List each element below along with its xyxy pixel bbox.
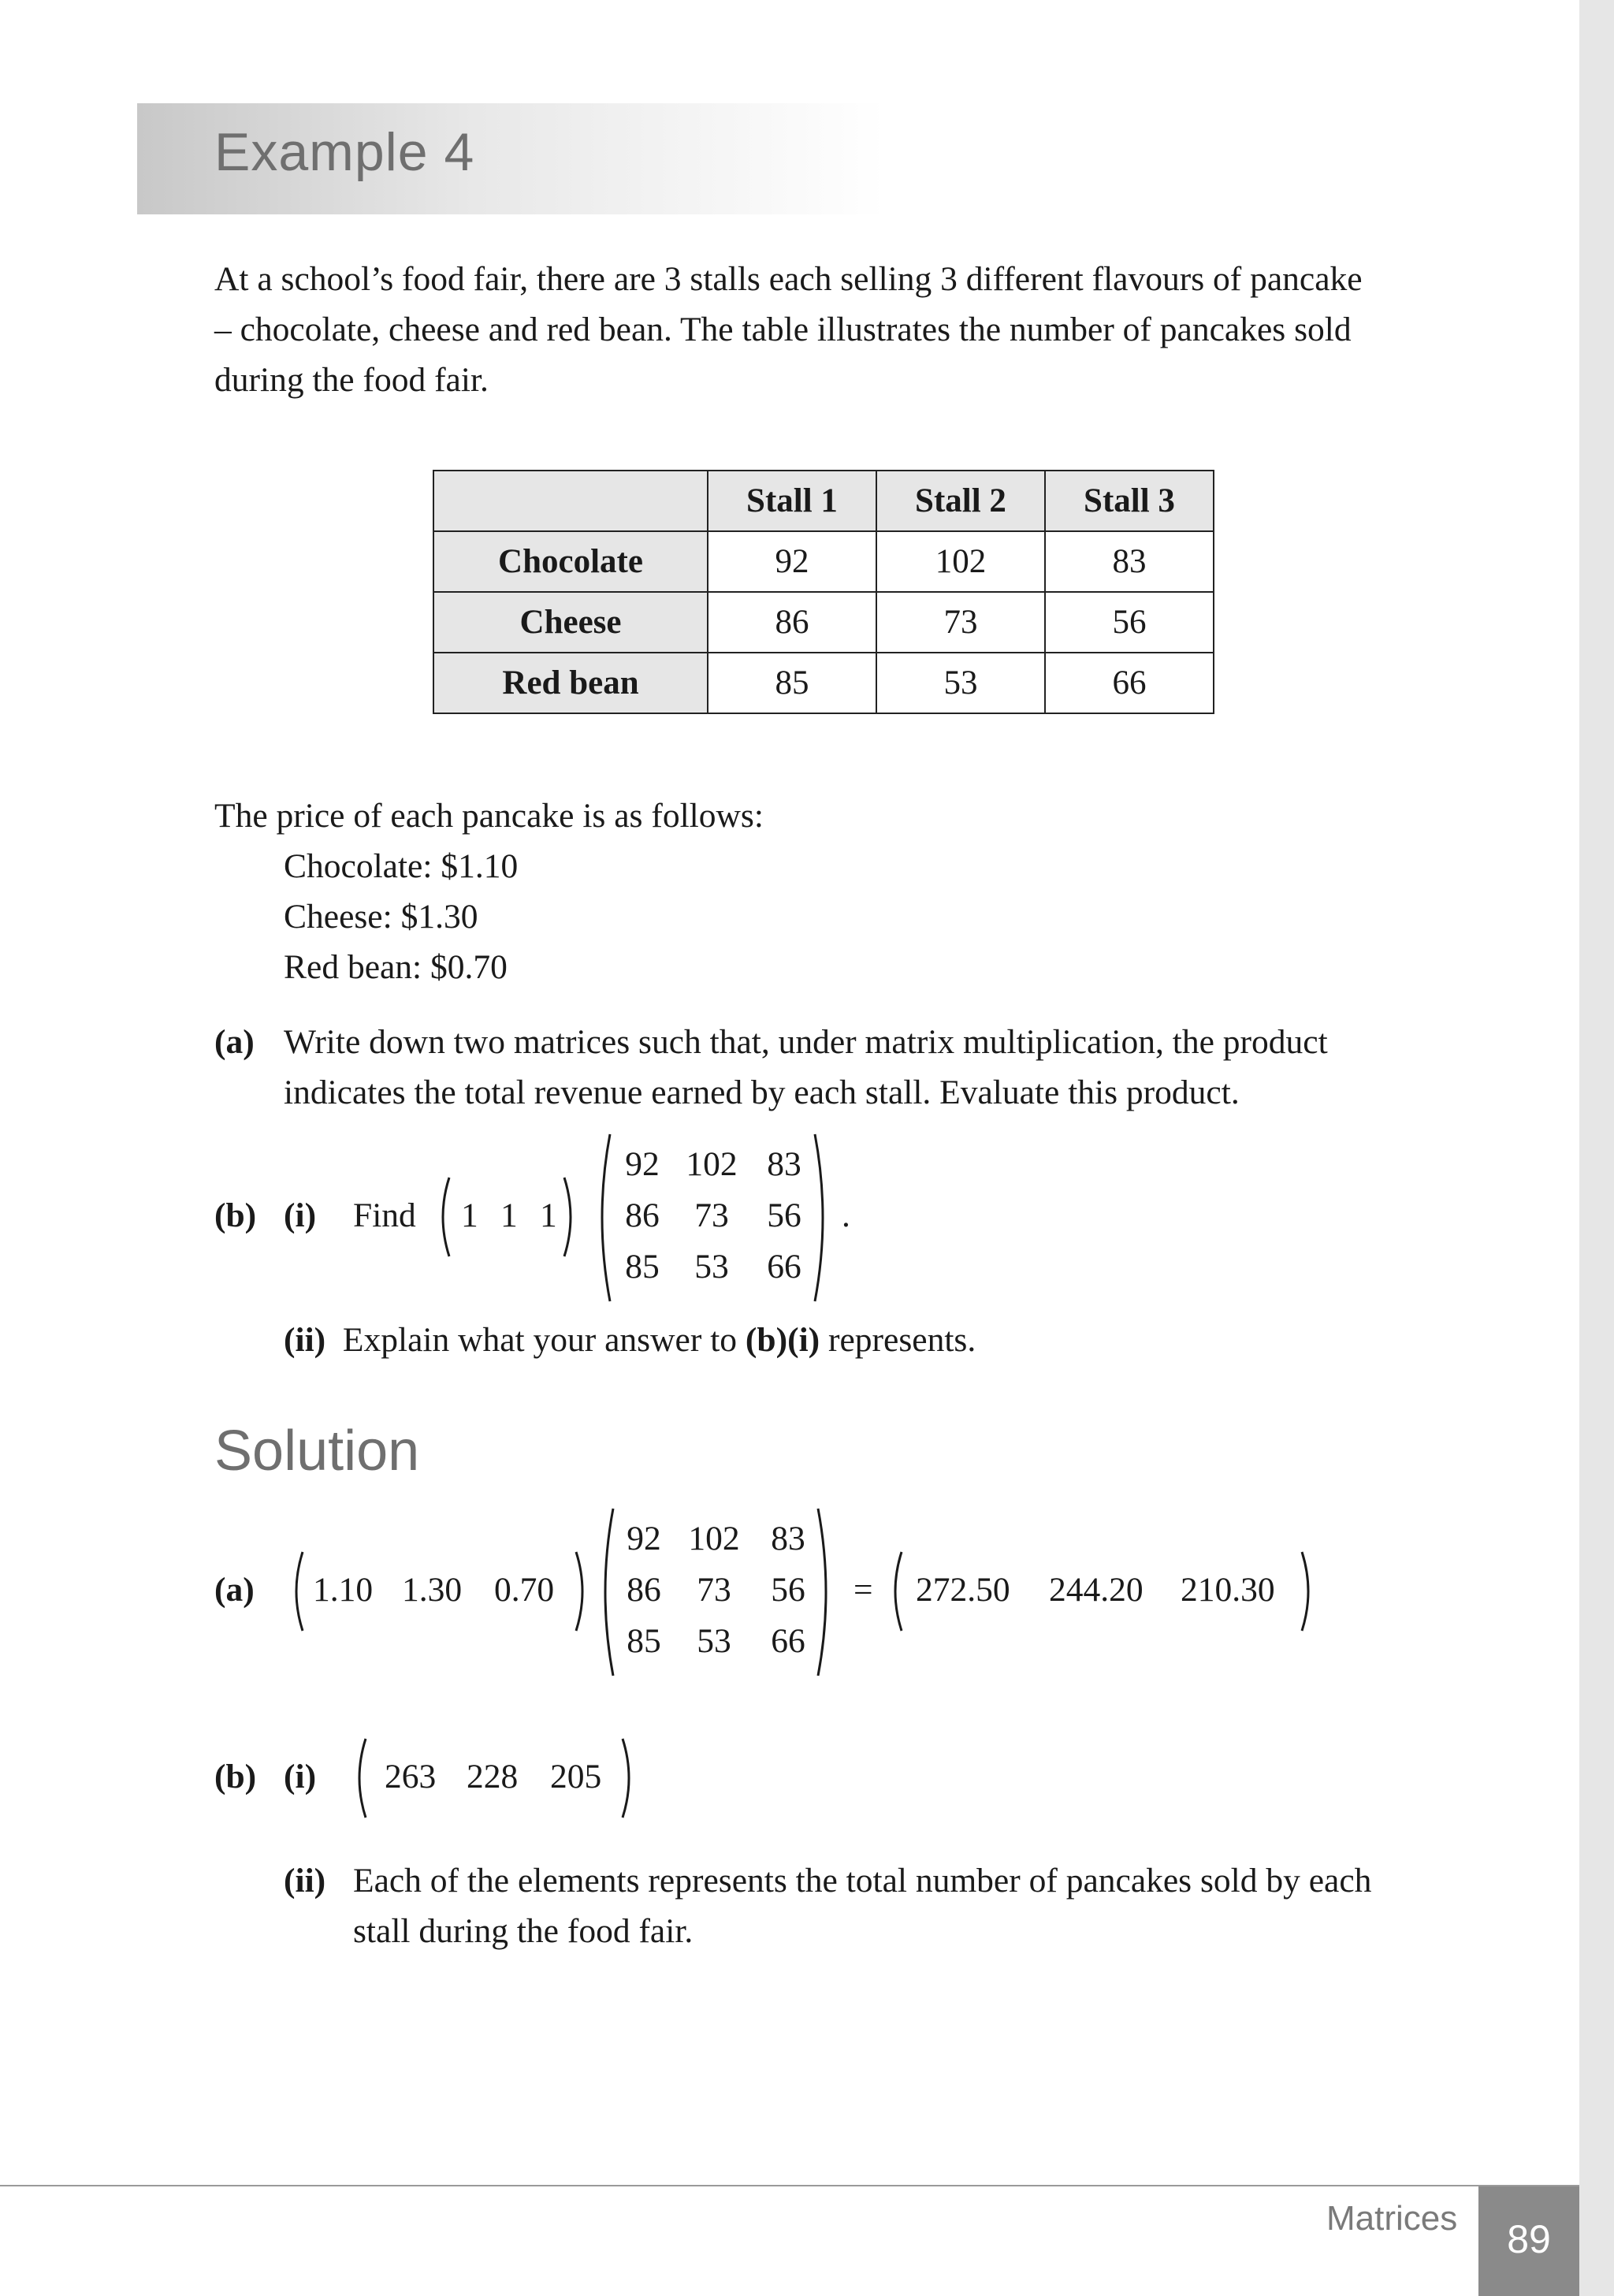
row-vector-entry: 1 xyxy=(500,1196,518,1234)
right-paren-icon xyxy=(619,1736,637,1821)
chapter-name: Matrices xyxy=(1326,2199,1458,2238)
matrix-cell: 66 xyxy=(771,1622,805,1660)
column-header: Stall 1 xyxy=(708,471,876,531)
result-entry: 263 xyxy=(385,1758,437,1795)
matrix-cell: 86 xyxy=(627,1571,661,1609)
row-header: Red bean xyxy=(433,653,708,713)
matrix-cell: 73 xyxy=(694,1196,729,1234)
column-header: Stall 3 xyxy=(1045,471,1214,531)
page-edge-strip xyxy=(1579,0,1614,2296)
matrix-cell: 66 xyxy=(767,1248,801,1286)
solution-b-label: (b) xyxy=(214,1758,257,1795)
question-b-part-i-label: (i) xyxy=(284,1196,317,1234)
table-cell: 86 xyxy=(708,592,876,653)
table-cell: 73 xyxy=(876,592,1045,653)
solution-title: Solution xyxy=(214,1420,420,1483)
intro-line: – chocolate, cheese and red bean. The table illustrates the number of pancakes sold xyxy=(214,311,1352,348)
page-number: 89 xyxy=(1507,2217,1551,2261)
solution-b-part-ii-line: stall during the food fair. xyxy=(353,1912,694,1950)
left-paren-icon xyxy=(435,1174,452,1260)
table-cell: 56 xyxy=(1045,592,1214,653)
right-paren-icon xyxy=(815,1505,835,1679)
price-item: Chocolate: $1.10 xyxy=(284,847,519,885)
right-paren-icon xyxy=(812,1131,832,1304)
table-row xyxy=(433,592,1214,653)
table-cell: 92 xyxy=(708,531,876,592)
table-cell: 102 xyxy=(876,531,1045,592)
right-paren-icon xyxy=(573,1549,590,1634)
solution-b-part-ii-label: (ii) xyxy=(284,1862,326,1900)
question-a-line: indicates the total revenue earned by each stall. Evaluate this product. xyxy=(284,1074,1240,1111)
result-entry: 205 xyxy=(550,1758,602,1795)
result-entry: 244.20 xyxy=(1049,1571,1144,1609)
prices-intro: The price of each pancake is as follows: xyxy=(214,797,764,835)
left-paren-icon xyxy=(596,1505,616,1679)
equals-sign: = xyxy=(853,1571,873,1609)
result-entry: 210.30 xyxy=(1181,1571,1275,1609)
table-cell: 85 xyxy=(708,653,876,713)
table-corner-cell xyxy=(433,471,708,531)
matrix-cell: 83 xyxy=(767,1145,801,1183)
matrix-cell: 86 xyxy=(625,1196,660,1234)
left-paren-icon xyxy=(593,1131,613,1304)
row-vector-entry: 1 xyxy=(461,1196,478,1234)
result-entry: 228 xyxy=(467,1758,519,1795)
table-cell: 83 xyxy=(1045,531,1214,592)
right-paren-icon xyxy=(561,1174,578,1260)
row-vector-entry: 0.70 xyxy=(494,1571,555,1609)
footer-rule xyxy=(0,2185,1579,2186)
row-header: Chocolate xyxy=(433,531,708,592)
question-b-part-ii: (ii) Explain what your answer to (b)(i) represents. xyxy=(284,1321,976,1359)
example-title: Example 4 xyxy=(214,122,475,182)
matrix-cell: 92 xyxy=(625,1145,660,1183)
table-header-row xyxy=(433,471,1214,531)
matrix-cell: 92 xyxy=(627,1520,661,1557)
matrix-cell: 56 xyxy=(771,1571,805,1609)
question-a-label: (a) xyxy=(214,1023,255,1061)
row-vector-entry: 1.10 xyxy=(313,1571,374,1609)
intro-line: during the food fair. xyxy=(214,361,489,399)
result-entry: 272.50 xyxy=(916,1571,1010,1609)
period: . xyxy=(842,1196,850,1234)
solution-b-part-ii-line: Each of the elements represents the total number of pancakes sold by each xyxy=(353,1862,1372,1900)
intro-line: At a school’s food fair, there are 3 stalls each selling 3 different flavours of pancake xyxy=(214,260,1363,298)
right-paren-icon xyxy=(1299,1549,1316,1634)
row-vector-entry: 1.30 xyxy=(402,1571,463,1609)
intro-paragraph xyxy=(214,254,1523,405)
matrix-cell: 85 xyxy=(627,1622,661,1660)
question-a-line: Write down two matrices such that, under matrix multiplication, the product xyxy=(284,1023,1328,1061)
solution-b-part-i-label: (i) xyxy=(284,1758,317,1795)
table-row xyxy=(433,531,1214,592)
table-row xyxy=(433,653,1214,713)
find-word: Find xyxy=(353,1196,416,1234)
matrix-cell: 53 xyxy=(697,1622,731,1660)
table-cell: 53 xyxy=(876,653,1045,713)
matrix-cell: 73 xyxy=(697,1571,731,1609)
column-header: Stall 2 xyxy=(876,471,1045,531)
matrix-cell: 102 xyxy=(686,1145,738,1183)
solution-a-label: (a) xyxy=(214,1571,255,1609)
page-number-box xyxy=(1478,2186,1579,2296)
left-paren-icon xyxy=(351,1736,369,1821)
price-item: Cheese: $1.30 xyxy=(284,898,478,936)
row-vector-entry: 1 xyxy=(540,1196,557,1234)
pancake-sales-table xyxy=(433,470,1214,714)
left-paren-icon xyxy=(288,1549,306,1634)
matrix-cell: 56 xyxy=(767,1196,801,1234)
matrix-cell: 102 xyxy=(688,1520,740,1557)
question-b-label: (b) xyxy=(214,1196,257,1234)
matrix-cell: 85 xyxy=(625,1248,660,1286)
matrix-cell: 83 xyxy=(771,1520,805,1557)
row-header: Cheese xyxy=(433,592,708,653)
left-paren-icon xyxy=(887,1549,905,1634)
price-item: Red bean: $0.70 xyxy=(284,948,508,986)
matrix-cell: 53 xyxy=(694,1248,729,1286)
table-cell: 66 xyxy=(1045,653,1214,713)
